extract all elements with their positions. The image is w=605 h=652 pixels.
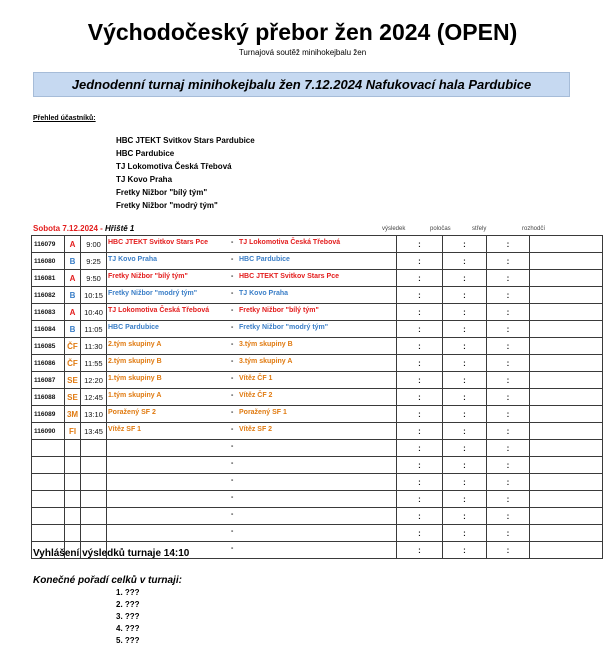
team-separator: - xyxy=(231,477,234,484)
match-time: 12:20 xyxy=(81,372,107,389)
team-separator: - xyxy=(231,324,234,331)
column-result: výsledek xyxy=(382,226,406,232)
empty-row xyxy=(32,474,603,491)
match-id xyxy=(32,525,65,542)
match-id: 116079 xyxy=(32,236,65,253)
match-teams xyxy=(107,474,397,491)
result-score: : xyxy=(397,321,443,338)
match-group: ČF xyxy=(65,338,81,355)
shots-score: : xyxy=(487,440,530,457)
ranking-item: 3. ??? xyxy=(116,612,140,621)
half-score: : xyxy=(443,338,487,355)
match-group: SE xyxy=(65,389,81,406)
away-team: Vítěz ČF 1 xyxy=(239,375,273,382)
match-group: ČF xyxy=(65,355,81,372)
referee-cell xyxy=(530,372,603,389)
away-team: TJ Kovo Praha xyxy=(239,290,289,297)
participant-item: HBC Pardubice xyxy=(116,149,175,158)
half-score: : xyxy=(443,389,487,406)
shots-score: : xyxy=(487,372,530,389)
match-time: 9:00 xyxy=(81,236,107,253)
column-half: poločas xyxy=(430,226,451,232)
shots-score: : xyxy=(487,406,530,423)
result-score: : xyxy=(397,236,443,253)
match-time: 13:45 xyxy=(81,423,107,440)
home-team: Fretky Nižbor "bílý tým" xyxy=(108,273,188,280)
result-score: : xyxy=(397,525,443,542)
half-score: : xyxy=(443,355,487,372)
match-time: 12:45 xyxy=(81,389,107,406)
match-group xyxy=(65,457,81,474)
away-team: 3.tým skupiny A xyxy=(239,358,293,365)
referee-cell xyxy=(530,355,603,372)
match-id: 116087 xyxy=(32,372,65,389)
schedule-date: Sobota 7.12.2024 xyxy=(33,224,98,233)
match-time: 9:50 xyxy=(81,270,107,287)
match-teams xyxy=(107,270,397,287)
empty-row xyxy=(32,457,603,474)
schedule-table xyxy=(31,235,603,559)
result-score: : xyxy=(397,491,443,508)
away-team: 3.tým skupiny B xyxy=(239,341,293,348)
empty-row xyxy=(32,440,603,457)
result-score: : xyxy=(397,423,443,440)
half-score: : xyxy=(443,457,487,474)
referee-cell xyxy=(530,542,603,559)
participant-item: Fretky Nižbor "modrý tým" xyxy=(116,201,218,210)
result-score: : xyxy=(397,253,443,270)
match-teams xyxy=(107,304,397,321)
referee-cell xyxy=(530,321,603,338)
match-id: 116085 xyxy=(32,338,65,355)
referee-cell xyxy=(530,389,603,406)
referee-cell xyxy=(530,525,603,542)
match-group: B xyxy=(65,287,81,304)
team-separator: - xyxy=(231,239,234,246)
match-id: 116089 xyxy=(32,406,65,423)
match-teams xyxy=(107,321,397,338)
match-group xyxy=(65,474,81,491)
column-shots: střely xyxy=(472,226,487,232)
ranking-item: 2. ??? xyxy=(116,600,140,609)
shots-score: : xyxy=(487,525,530,542)
match-time: 11:30 xyxy=(81,338,107,355)
result-score: : xyxy=(397,440,443,457)
match-id: 116082 xyxy=(32,287,65,304)
shots-score: : xyxy=(487,270,530,287)
team-separator: - xyxy=(231,341,234,348)
match-teams xyxy=(107,525,397,542)
match-time xyxy=(81,457,107,474)
page-title: Východočeský přebor žen 2024 (OPEN) xyxy=(87,19,518,45)
match-time: 10:40 xyxy=(81,304,107,321)
referee-cell xyxy=(530,491,603,508)
match-group: 3M xyxy=(65,406,81,423)
match-row xyxy=(32,372,603,389)
match-row xyxy=(32,423,603,440)
half-score: : xyxy=(443,474,487,491)
team-separator: - xyxy=(231,307,234,314)
participants-list xyxy=(116,134,255,212)
half-score: : xyxy=(443,304,487,321)
match-time: 9:25 xyxy=(81,253,107,270)
referee-cell xyxy=(530,423,603,440)
schedule-separator: - xyxy=(97,224,106,233)
result-score: : xyxy=(397,372,443,389)
shots-score: : xyxy=(487,321,530,338)
home-team: 2.tým skupiny A xyxy=(108,341,162,348)
home-team: HBC JTEKT Svitkov Stars Pce xyxy=(108,239,208,246)
ranking-item: 1. ??? xyxy=(116,588,140,597)
match-row xyxy=(32,253,603,270)
home-team: TJ Lokomotiva Česká Třebová xyxy=(108,307,210,314)
participants-heading: Přehled účastníků: xyxy=(33,115,96,122)
match-time: 13:10 xyxy=(81,406,107,423)
team-separator: - xyxy=(231,443,234,450)
away-team: Vítěz ČF 2 xyxy=(239,392,273,399)
match-teams xyxy=(107,440,397,457)
match-id: 116083 xyxy=(32,304,65,321)
match-time xyxy=(81,491,107,508)
home-team: 1.tým skupiny B xyxy=(108,375,162,382)
home-team: HBC Pardubice xyxy=(108,324,159,331)
referee-cell xyxy=(530,270,603,287)
match-row xyxy=(32,406,603,423)
match-group: B xyxy=(65,321,81,338)
match-row xyxy=(32,304,603,321)
referee-cell xyxy=(530,406,603,423)
result-score: : xyxy=(397,355,443,372)
match-row xyxy=(32,338,603,355)
match-id xyxy=(32,457,65,474)
result-score: : xyxy=(397,338,443,355)
match-time: 11:05 xyxy=(81,321,107,338)
referee-cell xyxy=(530,457,603,474)
match-id: 116081 xyxy=(32,270,65,287)
result-score: : xyxy=(397,457,443,474)
result-score: : xyxy=(397,304,443,321)
referee-cell xyxy=(530,508,603,525)
result-score: : xyxy=(397,474,443,491)
tournament-banner: Jednodenní turnaj minihokejbalu žen 7.12.2024 Nafukovací hala Pardubice xyxy=(33,72,570,97)
results-announcement: Vyhlášení výsledků turnaje 14:10 xyxy=(33,548,190,559)
match-teams xyxy=(107,338,397,355)
half-score: : xyxy=(443,287,487,304)
match-teams xyxy=(107,355,397,372)
team-separator: - xyxy=(231,545,234,552)
half-score: : xyxy=(443,372,487,389)
match-row xyxy=(32,236,603,253)
shots-score: : xyxy=(487,491,530,508)
match-group: FI xyxy=(65,423,81,440)
empty-row xyxy=(32,508,603,525)
match-teams xyxy=(107,236,397,253)
team-separator: - xyxy=(231,256,234,263)
match-time xyxy=(81,508,107,525)
shots-score: : xyxy=(487,474,530,491)
team-separator: - xyxy=(231,392,234,399)
team-separator: - xyxy=(231,426,234,433)
half-score: : xyxy=(443,321,487,338)
half-score: : xyxy=(443,236,487,253)
away-team: Vítěz SF 2 xyxy=(239,426,273,433)
match-group: A xyxy=(65,270,81,287)
match-teams xyxy=(107,287,397,304)
shots-score: : xyxy=(487,304,530,321)
match-teams xyxy=(107,406,397,423)
half-score: : xyxy=(443,406,487,423)
match-teams xyxy=(107,372,397,389)
team-separator: - xyxy=(231,528,234,535)
match-row xyxy=(32,321,603,338)
result-score: : xyxy=(397,542,443,559)
match-teams xyxy=(107,253,397,270)
match-time: 10:15 xyxy=(81,287,107,304)
shots-score: : xyxy=(487,542,530,559)
home-team: Vítěz SF 1 xyxy=(108,426,142,433)
away-team: HBC Pardubice xyxy=(239,256,290,263)
home-team: 1.tým skupiny A xyxy=(108,392,162,399)
match-teams xyxy=(107,423,397,440)
away-team: TJ Lokomotiva Česká Třebová xyxy=(239,239,341,246)
half-score: : xyxy=(443,491,487,508)
match-id xyxy=(32,491,65,508)
team-separator: - xyxy=(231,409,234,416)
team-separator: - xyxy=(231,290,234,297)
match-id: 116080 xyxy=(32,253,65,270)
home-team: Fretky Nižbor "modrý tým" xyxy=(108,290,198,297)
match-id: 116084 xyxy=(32,321,65,338)
result-score: : xyxy=(397,270,443,287)
final-ranking-heading: Konečné pořadí celků v turnaji: xyxy=(33,575,182,586)
shots-score: : xyxy=(487,355,530,372)
match-teams xyxy=(107,457,397,474)
home-team: 2.tým skupiny B xyxy=(108,358,162,365)
home-team: TJ Kovo Praha xyxy=(108,256,158,263)
match-time xyxy=(81,525,107,542)
ranking-item: 4. ??? xyxy=(116,624,140,633)
match-group: B xyxy=(65,253,81,270)
match-id: 116090 xyxy=(32,423,65,440)
match-teams xyxy=(107,389,397,406)
home-team: Poražený SF 2 xyxy=(108,409,156,416)
schedule-header xyxy=(33,224,134,233)
participant-item: TJ Kovo Praha xyxy=(116,175,173,184)
away-team: HBC JTEKT Svitkov Stars Pce xyxy=(239,273,339,280)
match-row xyxy=(32,355,603,372)
match-teams xyxy=(107,508,397,525)
participant-item: HBC JTEKT Svitkov Stars Pardubice xyxy=(116,136,255,145)
match-time: 11:55 xyxy=(81,355,107,372)
half-score: : xyxy=(443,270,487,287)
match-id xyxy=(32,440,65,457)
shots-score: : xyxy=(487,423,530,440)
half-score: : xyxy=(443,542,487,559)
referee-cell xyxy=(530,287,603,304)
shots-score: : xyxy=(487,253,530,270)
team-separator: - xyxy=(231,273,234,280)
team-separator: - xyxy=(231,375,234,382)
shots-score: : xyxy=(487,389,530,406)
half-score: : xyxy=(443,440,487,457)
page-subtitle: Turnajová soutěž minihokejbalu žen xyxy=(238,48,367,57)
empty-row xyxy=(32,525,603,542)
match-row xyxy=(32,270,603,287)
match-group: A xyxy=(65,304,81,321)
referee-cell xyxy=(530,440,603,457)
match-group xyxy=(65,508,81,525)
match-row xyxy=(32,287,603,304)
referee-cell xyxy=(530,338,603,355)
half-score: : xyxy=(443,508,487,525)
match-row xyxy=(32,389,603,406)
match-time xyxy=(81,474,107,491)
empty-row xyxy=(32,491,603,508)
result-score: : xyxy=(397,287,443,304)
half-score: : xyxy=(443,253,487,270)
match-id: 116088 xyxy=(32,389,65,406)
participant-item: TJ Lokomotiva Česká Třebová xyxy=(116,162,232,171)
away-team: Fretky Nižbor "modrý tým" xyxy=(239,324,329,331)
referee-cell xyxy=(530,253,603,270)
match-id: 116086 xyxy=(32,355,65,372)
shots-score: : xyxy=(487,287,530,304)
referee-cell xyxy=(530,474,603,491)
team-separator: - xyxy=(231,358,234,365)
away-team: Fretky Nižbor "bílý tým" xyxy=(239,307,319,314)
final-ranking-list xyxy=(116,587,140,647)
shots-score: : xyxy=(487,457,530,474)
team-separator: - xyxy=(231,494,234,501)
team-separator: - xyxy=(231,511,234,518)
ranking-item: 5. ??? xyxy=(116,636,140,645)
match-id xyxy=(32,508,65,525)
referee-cell xyxy=(530,236,603,253)
match-group xyxy=(65,525,81,542)
match-group: SE xyxy=(65,372,81,389)
shots-score: : xyxy=(487,236,530,253)
match-group xyxy=(65,440,81,457)
result-score: : xyxy=(397,389,443,406)
shots-score: : xyxy=(487,338,530,355)
match-teams xyxy=(107,491,397,508)
shots-score: : xyxy=(487,508,530,525)
half-score: : xyxy=(443,423,487,440)
match-group: A xyxy=(65,236,81,253)
column-referee: rozhodčí xyxy=(522,226,546,232)
participant-item: Fretky Nižbor "bílý tým" xyxy=(116,188,208,197)
match-group xyxy=(65,491,81,508)
away-team: Poražený SF 1 xyxy=(239,409,287,416)
match-id xyxy=(32,474,65,491)
match-time xyxy=(81,440,107,457)
team-separator: - xyxy=(231,460,234,467)
result-score: : xyxy=(397,508,443,525)
schedule-field: Hřiště 1 xyxy=(105,224,135,233)
half-score: : xyxy=(443,525,487,542)
referee-cell xyxy=(530,304,603,321)
result-score: : xyxy=(397,406,443,423)
